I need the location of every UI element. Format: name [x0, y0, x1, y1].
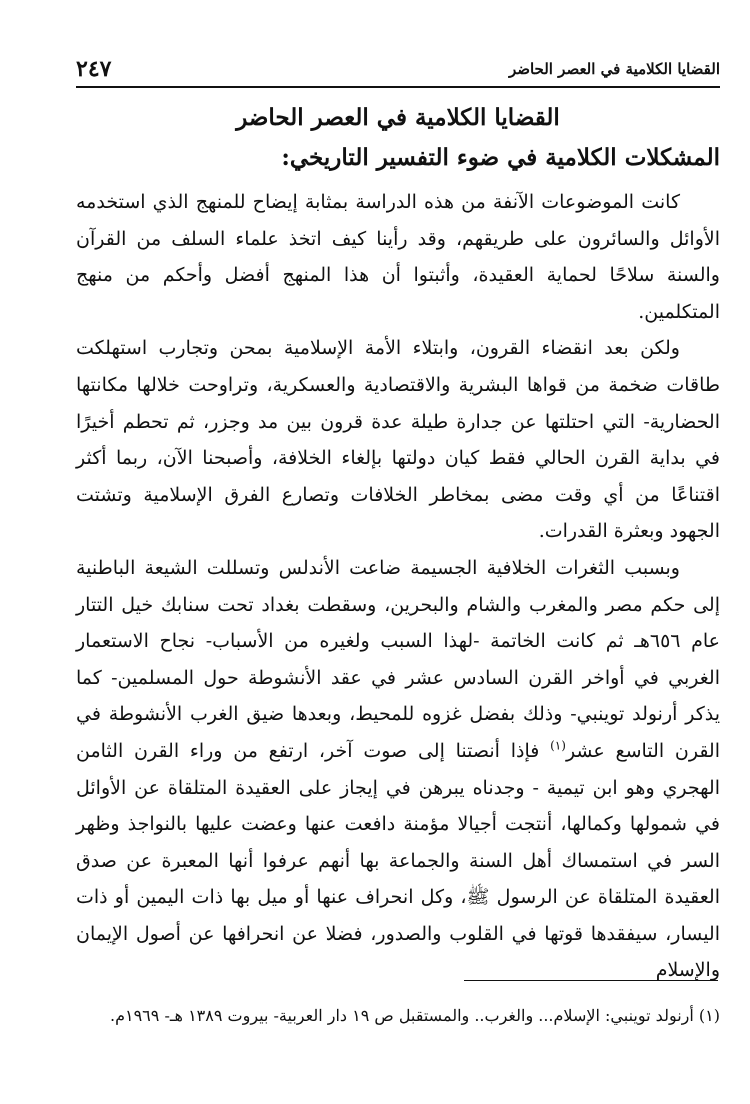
footnote-divider	[464, 980, 718, 981]
footnote: (١) أرنولد توينبي: الإسلام... والغرب.. والمستقبل ص ١٩ دار العربية- بيروت ١٣٨٩ هـ- ١٩٦٩م.	[109, 1006, 720, 1025]
subheading: المشكلات الكلامية في ضوء التفسير التاريخي:	[281, 144, 720, 171]
page-number: ٢٤٧	[76, 56, 112, 82]
footnote-reference: (١)	[550, 738, 566, 753]
running-title: القضايا الكلامية في العصر الحاضر	[508, 60, 720, 78]
paragraph-3-part-1: وبسبب الثغرات الخلافية الجسيمة ضاعت الأندلس وتسللت الشيعة الباطنية إلى حكم مصر والمغرب والشام والبحرين، وسقطت بغداد تحت سنابك خيل التتار عام ٦٥٦هـ ثم كانت الخاتمة -لهذا السبب ولغيره من الأسباب- نجاح الاستعمار الغربي في أواخر القرن السادس عشر في عقد الأنشوطة حول المسلمين- كما يذكر أرنولد توينبي- وذلك بفضل غزوه للمحيط، وبعدها ضيق الغرب الأنشوطة في القرن التاسع عشر	[76, 556, 721, 762]
paragraph-3-part-2: فإذا أنصتنا إلى صوت آخر، ارتفع من وراء القرن الثامن الهجري وهو ابن تيمية - وجدناه يبرهن في إيجاز على العقيدة المتلقاة عن الأوائل في شمولها وكمالها، أنتجت أجيالا مؤمنة دافعت عنها وعضت عليها بالنواجذ وظهر السر في استمساك أهل السنة والجماعة بها أنهم عرفوا أنها المعبرة عن صدق العقيدة المتلقاة عن الرسول ﷺ، وكل انحراف عنها أو ميل بها ذات اليمين أو ذات اليسار، سيفقدها قوتها في القلوب والصدور، فضلا عن انحرافها عن أصول الإيمان والإسلام	[76, 739, 720, 982]
paragraph-2: ولكن بعد انقضاء القرون، وابتلاء الأمة الإسلامية بمحن وتجارب استهلكت طاقات ضخمة من قواها البشرية والاقتصادية والعسكرية، وتراوحت خلالها مكانتها الحضارية- التي احتلتها عن جدارة طيلة عدة قرون بين مد وجزر، ثم تحطم أخيرًا في بداية القرن الحالي فقط كيان دولتها بإلغاء الخلافة، وأصبحنا الآن، ربما أكثر اقتناعًا من أي وقت مضى بمخاطر الخلافات وتصارع الفرق الإسلامية وتشتت الجهود وبعثرة القدرات.	[76, 337, 720, 543]
paragraph-3	[76, 550, 720, 989]
running-header	[76, 56, 720, 88]
body-text	[76, 184, 720, 989]
paragraph-1: كانت الموضوعات الآنفة من هذه الدراسة بمثابة إيضاح للمنهج الذي استخدمه الأوائل والسائرون على طريقهم، وقد رأينا كيف اتخذ علماء السلف من القرآن والسنة سلاحًا لحماية العقيدة، وأثبتوا أن هذا المنهج أفضل وأحكم من منهج المتكلمين.	[76, 191, 720, 323]
section-title: القضايا الكلامية في العصر الحاضر	[236, 104, 560, 131]
